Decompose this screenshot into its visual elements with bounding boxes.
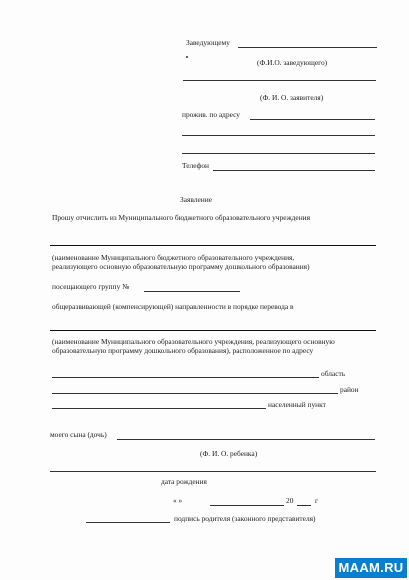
head-fio-caption: (Ф.И.О. заведующего)	[257, 58, 328, 67]
child-extra-line	[50, 471, 376, 472]
request-text: Прошу отчислить из Муниципального бюджетного образовательного учреждения	[52, 213, 311, 222]
institution-line	[50, 245, 376, 246]
stray-dot	[186, 56, 188, 58]
child-label: моего сына (дочь)	[50, 430, 107, 439]
district-label: район	[340, 385, 359, 394]
address-line-1	[250, 119, 375, 120]
address-line-2	[182, 135, 375, 136]
date-line	[210, 505, 284, 506]
applicant-line	[183, 80, 376, 81]
residing-label: прожив. по адресу	[182, 110, 240, 119]
signature-line	[86, 522, 170, 523]
year-suffix: г	[315, 496, 319, 505]
group-label: посещающего группу №	[52, 282, 130, 291]
head-name-line	[238, 47, 377, 48]
orientation-text: общеразвивающей (компенсирующей) направленности в порядке перевода в	[52, 302, 294, 311]
region-label: область	[321, 369, 346, 378]
phone-line	[213, 170, 375, 171]
target-caption-1: (наименование Муниципального образовательного учреждения, реализующего основную	[52, 337, 335, 346]
child-caption: (Ф. И. О. ребенка)	[200, 449, 258, 458]
birth-date-label: дата рождения	[161, 477, 207, 486]
year-line	[297, 505, 311, 506]
applicant-caption: (Ф. И. О. заявителя)	[260, 93, 324, 102]
institution-caption-1: (наименование Муниципального бюджетного образовательного учреждения,	[52, 253, 295, 262]
watermark-logo: MAAM.RU	[335, 558, 407, 578]
district-line	[52, 393, 338, 394]
child-name-line	[117, 439, 375, 440]
year-prefix: 20	[286, 496, 294, 505]
date-open-quote: « »	[173, 496, 183, 505]
signature-caption: подпись родителя (законного представителя)	[174, 514, 316, 523]
address-line-3	[182, 153, 375, 154]
target-caption-2: образовательную программу дошкольного образования), расположенное по адресу	[52, 346, 314, 355]
region-line	[52, 377, 319, 378]
locality-label: населенный пункт	[268, 400, 326, 409]
group-number-line	[144, 291, 240, 292]
target-institution-line	[50, 330, 376, 331]
locality-line	[52, 408, 266, 409]
to-head-label: Заведующему	[186, 38, 230, 47]
institution-caption-2: реализующего основную образовательную программу дошкольного образования)	[52, 262, 310, 271]
phone-label: Телефон	[182, 161, 210, 170]
document-title: Заявление	[180, 195, 212, 204]
